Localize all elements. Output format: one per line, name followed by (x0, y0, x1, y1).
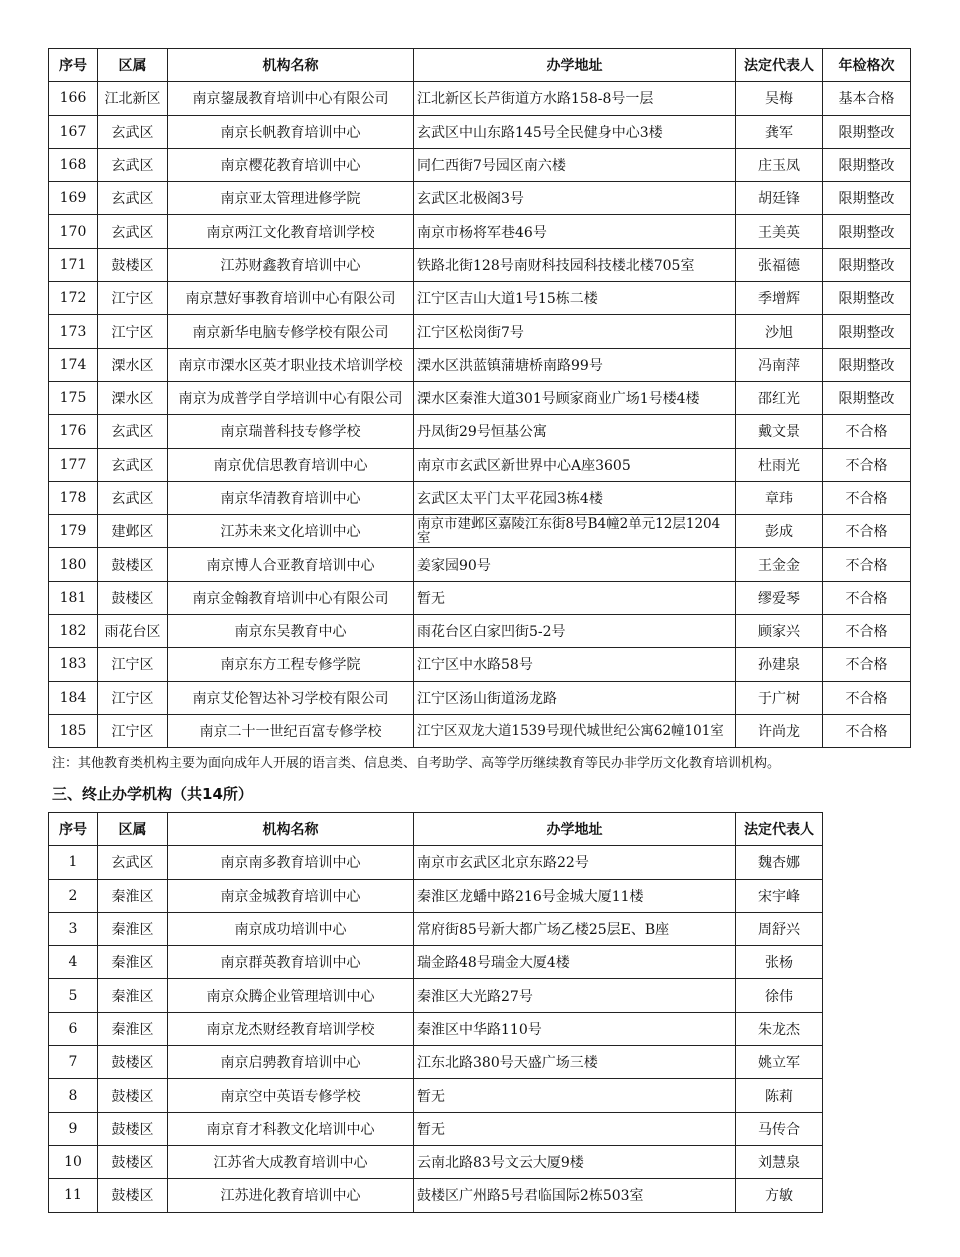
cell-address: 暂无 (414, 1079, 736, 1112)
cell-index: 174 (49, 348, 98, 381)
cell-district: 雨花台区 (98, 615, 168, 648)
table-row (49, 481, 911, 514)
terminated-institutions-table (48, 812, 823, 1213)
table-row (49, 148, 911, 181)
cell-representative: 章玮 (736, 481, 823, 514)
col-header-representative: 法定代表人 (736, 813, 823, 846)
cell-representative: 张杨 (736, 946, 823, 979)
cell-institution: 江苏省大成教育培训中心 (168, 1145, 414, 1178)
cell-district: 江宁区 (98, 315, 168, 348)
table-row (49, 381, 911, 414)
cell-institution: 南京优信思教育培训中心 (168, 448, 414, 481)
cell-address: 江宁区汤山街道汤龙路 (414, 681, 736, 714)
cell-index: 8 (49, 1079, 98, 1112)
cell-institution: 南京华清教育培训中心 (168, 481, 414, 514)
cell-index: 170 (49, 215, 98, 248)
table-note: 注：其他教育类机构主要为面向成年人开展的语言类、信息类、自考助学、高等学历继续教育等民办非学历文化教育培训机构。 (52, 756, 781, 771)
cell-district: 玄武区 (98, 448, 168, 481)
cell-address: 溧水区秦淮大道301号顾家商业广场1号楼4楼 (414, 381, 736, 414)
cell-representative: 宋宇峰 (736, 879, 823, 912)
col-header-representative: 法定代表人 (736, 49, 823, 82)
cell-index: 169 (49, 182, 98, 215)
cell-district: 鼓楼区 (98, 1145, 168, 1178)
col-header-index: 序号 (49, 813, 98, 846)
cell-institution: 南京为成普学自学培训中心有限公司 (168, 381, 414, 414)
cell-institution: 南京长帆教育培训中心 (168, 115, 414, 148)
cell-institution: 南京二十一世纪百富专修学校 (168, 714, 414, 747)
table-row (49, 348, 911, 381)
cell-representative: 庄玉凤 (736, 148, 823, 181)
cell-index: 10 (49, 1145, 98, 1178)
cell-grade: 基本合格 (823, 82, 911, 115)
cell-institution: 南京南多教育培训中心 (168, 846, 414, 879)
cell-institution: 南京樱花教育培训中心 (168, 148, 414, 181)
cell-index: 185 (49, 714, 98, 747)
col-header-institution: 机构名称 (168, 49, 414, 82)
col-header-district: 区属 (98, 49, 168, 82)
cell-district: 玄武区 (98, 215, 168, 248)
cell-institution: 南京两江文化教育培训学校 (168, 215, 414, 248)
table-row (49, 912, 823, 945)
cell-district: 江宁区 (98, 714, 168, 747)
cell-index: 168 (49, 148, 98, 181)
table-row (49, 846, 823, 879)
table-row (49, 1179, 823, 1212)
cell-district: 玄武区 (98, 148, 168, 181)
cell-district: 秦淮区 (98, 979, 168, 1012)
table-row (49, 681, 911, 714)
cell-index: 6 (49, 1012, 98, 1045)
cell-grade: 不合格 (823, 448, 911, 481)
cell-district: 溧水区 (98, 348, 168, 381)
table-row (49, 82, 911, 115)
cell-district: 玄武区 (98, 115, 168, 148)
cell-address: 丹凤街29号恒基公寓 (414, 415, 736, 448)
cell-index: 2 (49, 879, 98, 912)
cell-district: 鼓楼区 (98, 1179, 168, 1212)
cell-address: 秦淮区龙蟠中路216号金城大厦11楼 (414, 879, 736, 912)
cell-representative: 许尚龙 (736, 714, 823, 747)
table-row (49, 1079, 823, 1112)
cell-address: 铁路北街128号南财科技园科技楼北楼705室 (414, 248, 736, 281)
table-row (49, 879, 823, 912)
cell-address: 玄武区中山东路145号全民健身中心3楼 (414, 115, 736, 148)
cell-address: 姜家园90号 (414, 548, 736, 581)
cell-grade: 限期整改 (823, 148, 911, 181)
cell-address: 江北新区长芦街道方水路158-8号一层 (414, 82, 736, 115)
col-header-district: 区属 (98, 813, 168, 846)
cell-address: 江东北路380号天盛广场三楼 (414, 1046, 736, 1079)
table-row (49, 946, 823, 979)
cell-district: 江北新区 (98, 82, 168, 115)
table-row (49, 248, 911, 281)
cell-institution: 南京金城教育培训中心 (168, 879, 414, 912)
table-row (49, 1145, 823, 1178)
col-header-institution: 机构名称 (168, 813, 414, 846)
cell-representative: 徐伟 (736, 979, 823, 1012)
table-row (49, 115, 911, 148)
cell-representative: 方敏 (736, 1179, 823, 1212)
cell-address: 玄武区北极阁3号 (414, 182, 736, 215)
cell-institution: 南京慧好事教育培训中心有限公司 (168, 282, 414, 315)
table-row (49, 1046, 823, 1079)
cell-index: 181 (49, 581, 98, 614)
cell-representative: 王美英 (736, 215, 823, 248)
cell-district: 鼓楼区 (98, 548, 168, 581)
table-header-row (49, 49, 911, 82)
cell-address: 江宁区双龙大道1539号现代城世纪公寓62幢101室 (414, 714, 736, 747)
cell-representative: 刘慧泉 (736, 1145, 823, 1178)
cell-representative: 顾家兴 (736, 615, 823, 648)
cell-district: 鼓楼区 (98, 581, 168, 614)
cell-district: 鼓楼区 (98, 1079, 168, 1112)
cell-institution: 南京市溧水区英才职业技术培训学校 (168, 348, 414, 381)
cell-grade: 不合格 (823, 615, 911, 648)
cell-representative: 周舒兴 (736, 912, 823, 945)
cell-district: 秦淮区 (98, 946, 168, 979)
cell-representative: 姚立军 (736, 1046, 823, 1079)
col-header-grade: 年检格次 (823, 49, 911, 82)
cell-address: 江宁区松岗街7号 (414, 315, 736, 348)
cell-address: 秦淮区中华路110号 (414, 1012, 736, 1045)
table-row (49, 415, 911, 448)
cell-institution: 南京亚太管理进修学院 (168, 182, 414, 215)
table-row (49, 448, 911, 481)
cell-index: 184 (49, 681, 98, 714)
cell-grade: 不合格 (823, 581, 911, 614)
cell-grade: 限期整改 (823, 182, 911, 215)
cell-district: 玄武区 (98, 415, 168, 448)
table-header-row (49, 813, 823, 846)
cell-address: 鼓楼区广州路5号君临国际2栋503室 (414, 1179, 736, 1212)
cell-representative: 王金金 (736, 548, 823, 581)
cell-address: 常府街85号新大都广场乙楼25层E、B座 (414, 912, 736, 945)
table-row (49, 979, 823, 1012)
cell-representative: 胡廷锋 (736, 182, 823, 215)
cell-grade: 限期整改 (823, 215, 911, 248)
cell-address: 秦淮区大光路27号 (414, 979, 736, 1012)
cell-grade: 不合格 (823, 548, 911, 581)
cell-address: 雨花台区白家凹街5-2号 (414, 615, 736, 648)
col-header-address: 办学地址 (414, 813, 736, 846)
cell-representative: 张福德 (736, 248, 823, 281)
cell-institution: 江苏进化教育培训中心 (168, 1179, 414, 1212)
cell-index: 3 (49, 912, 98, 945)
cell-index: 167 (49, 115, 98, 148)
col-header-index: 序号 (49, 49, 98, 82)
cell-representative: 吴梅 (736, 82, 823, 115)
cell-institution: 南京龙杰财经教育培训学校 (168, 1012, 414, 1045)
cell-address: 南京市玄武区新世界中心A座3605 (414, 448, 736, 481)
cell-representative: 沙旭 (736, 315, 823, 348)
cell-index: 9 (49, 1112, 98, 1145)
cell-representative: 杜雨光 (736, 448, 823, 481)
cell-institution: 南京育才科教文化培训中心 (168, 1112, 414, 1145)
cell-institution: 南京博人合亚教育培训中心 (168, 548, 414, 581)
table-row (49, 581, 911, 614)
cell-district: 玄武区 (98, 481, 168, 514)
cell-institution: 南京空中英语专修学校 (168, 1079, 414, 1112)
cell-index: 175 (49, 381, 98, 414)
cell-grade: 不合格 (823, 714, 911, 747)
cell-index: 4 (49, 946, 98, 979)
cell-institution: 南京金翰教育培训中心有限公司 (168, 581, 414, 614)
cell-grade: 限期整改 (823, 248, 911, 281)
cell-district: 玄武区 (98, 182, 168, 215)
cell-representative: 戴文景 (736, 415, 823, 448)
cell-index: 166 (49, 82, 98, 115)
table-row (49, 1012, 823, 1045)
cell-institution: 南京东方工程专修学院 (168, 648, 414, 681)
cell-address: 南京市杨将军巷46号 (414, 215, 736, 248)
cell-district: 鼓楼区 (98, 1046, 168, 1079)
cell-address: 瑞金路48号瑞金大厦4楼 (414, 946, 736, 979)
cell-grade: 不合格 (823, 481, 911, 514)
cell-address: 南京市建邺区嘉陵江东街8号B4幢2单元12层1204室 (414, 515, 736, 548)
cell-district: 玄武区 (98, 846, 168, 879)
cell-institution: 南京众腾企业管理培训中心 (168, 979, 414, 1012)
table-row (49, 215, 911, 248)
cell-index: 172 (49, 282, 98, 315)
cell-representative: 于广树 (736, 681, 823, 714)
cell-index: 179 (49, 515, 98, 548)
cell-grade: 限期整改 (823, 348, 911, 381)
cell-representative: 龚军 (736, 115, 823, 148)
cell-institution: 南京瑞普科技专修学校 (168, 415, 414, 448)
cell-representative: 魏杏娜 (736, 846, 823, 879)
cell-institution: 江苏未来文化培训中心 (168, 515, 414, 548)
cell-district: 鼓楼区 (98, 1112, 168, 1145)
cell-institution: 南京启骋教育培训中心 (168, 1046, 414, 1079)
cell-index: 180 (49, 548, 98, 581)
cell-address: 暂无 (414, 1112, 736, 1145)
cell-address: 暂无 (414, 581, 736, 614)
table-row (49, 182, 911, 215)
cell-district: 建邺区 (98, 515, 168, 548)
table-row (49, 648, 911, 681)
table-row (49, 615, 911, 648)
table-row (49, 548, 911, 581)
cell-representative: 朱龙杰 (736, 1012, 823, 1045)
cell-grade: 限期整改 (823, 381, 911, 414)
cell-representative: 季增辉 (736, 282, 823, 315)
table-row (49, 1112, 823, 1145)
cell-institution: 江苏财鑫教育培训中心 (168, 248, 414, 281)
cell-representative: 邵红光 (736, 381, 823, 414)
cell-representative: 冯南萍 (736, 348, 823, 381)
col-header-address: 办学地址 (414, 49, 736, 82)
cell-grade: 限期整改 (823, 315, 911, 348)
cell-district: 秦淮区 (98, 879, 168, 912)
cell-representative: 陈莉 (736, 1079, 823, 1112)
cell-address: 玄武区太平门太平花园3栋4楼 (414, 481, 736, 514)
cell-index: 173 (49, 315, 98, 348)
cell-representative: 马传合 (736, 1112, 823, 1145)
cell-institution: 南京群英教育培训中心 (168, 946, 414, 979)
cell-index: 11 (49, 1179, 98, 1212)
cell-index: 7 (49, 1046, 98, 1079)
cell-district: 秦淮区 (98, 1012, 168, 1045)
cell-district: 江宁区 (98, 681, 168, 714)
cell-index: 182 (49, 615, 98, 648)
cell-institution: 南京成功培训中心 (168, 912, 414, 945)
cell-institution: 南京新华电脑专修学校有限公司 (168, 315, 414, 348)
cell-index: 176 (49, 415, 98, 448)
cell-index: 178 (49, 481, 98, 514)
cell-grade: 不合格 (823, 515, 911, 548)
cell-district: 鼓楼区 (98, 248, 168, 281)
cell-representative: 彭成 (736, 515, 823, 548)
cell-grade: 不合格 (823, 415, 911, 448)
cell-institution: 南京艾伦智达补习学校有限公司 (168, 681, 414, 714)
cell-address: 江宁区吉山大道1号15栋二楼 (414, 282, 736, 315)
table-row (49, 315, 911, 348)
cell-grade: 限期整改 (823, 115, 911, 148)
table-row (49, 282, 911, 315)
cell-grade: 限期整改 (823, 282, 911, 315)
cell-address: 南京市玄武区北京东路22号 (414, 846, 736, 879)
table-row (49, 515, 911, 548)
cell-index: 1 (49, 846, 98, 879)
cell-address: 溧水区洪蓝镇蒲塘桥南路99号 (414, 348, 736, 381)
cell-index: 171 (49, 248, 98, 281)
cell-district: 江宁区 (98, 648, 168, 681)
cell-district: 秦淮区 (98, 912, 168, 945)
section-title: 三、终止办学机构（共14所） (52, 785, 253, 803)
cell-index: 183 (49, 648, 98, 681)
cell-address: 云南北路83号文云大厦9楼 (414, 1145, 736, 1178)
cell-index: 5 (49, 979, 98, 1012)
cell-institution: 南京东吴教育中心 (168, 615, 414, 648)
cell-district: 江宁区 (98, 282, 168, 315)
cell-district: 溧水区 (98, 381, 168, 414)
table-row (49, 714, 911, 747)
cell-representative: 孙建泉 (736, 648, 823, 681)
cell-representative: 缪爱琴 (736, 581, 823, 614)
cell-index: 177 (49, 448, 98, 481)
annual-inspection-table (48, 48, 911, 748)
cell-address: 江宁区中水路58号 (414, 648, 736, 681)
cell-grade: 不合格 (823, 681, 911, 714)
cell-institution: 南京鋆晟教育培训中心有限公司 (168, 82, 414, 115)
cell-address: 同仁西街7号园区南六楼 (414, 148, 736, 181)
cell-grade: 不合格 (823, 648, 911, 681)
